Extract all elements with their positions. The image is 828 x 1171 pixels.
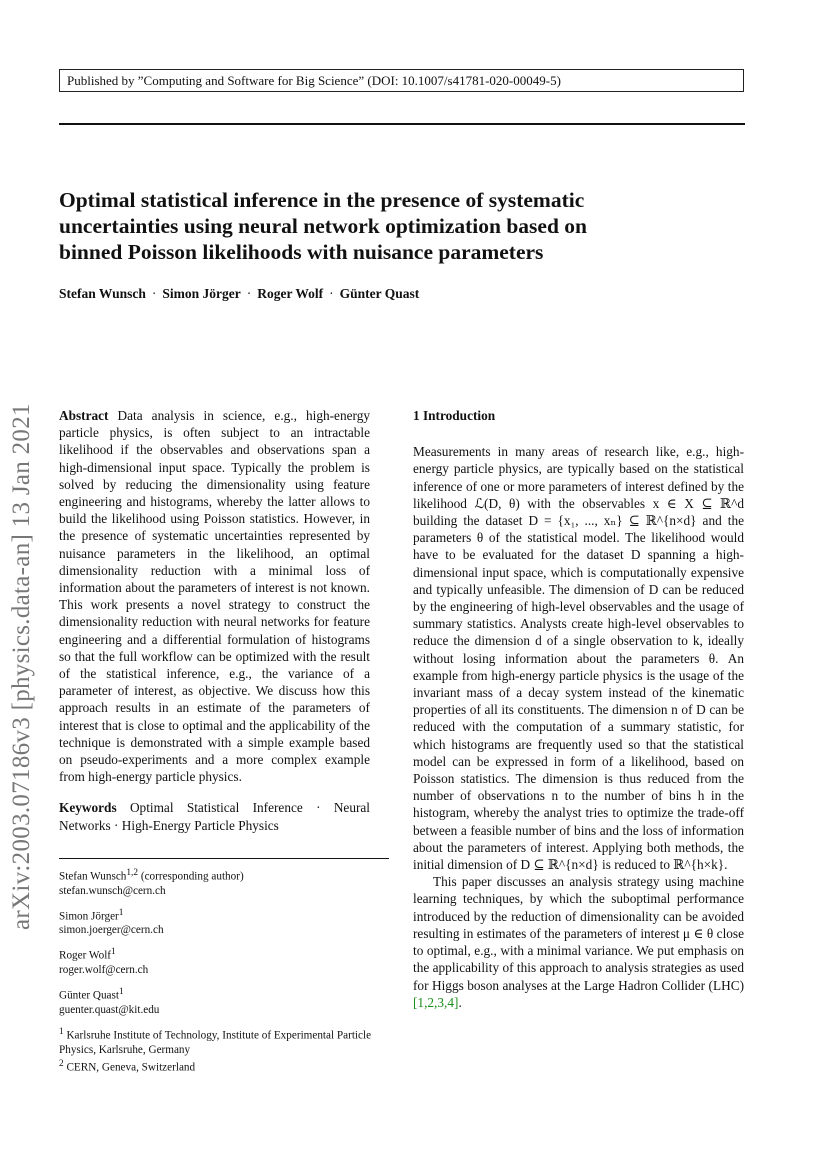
contact-note: (corresponding author)	[138, 870, 244, 883]
paragraph-end: .	[458, 994, 462, 1010]
contact-affiliation-mark: 1	[118, 907, 124, 918]
abstract-label: Abstract	[59, 408, 109, 423]
author-list	[59, 286, 419, 302]
keywords-text: Optimal Statistical Inference · Neural Networks · High-Energy Particle Physics	[59, 800, 370, 833]
author-contact	[59, 985, 389, 1017]
section-heading: 1 Introduction	[413, 408, 496, 423]
keywords-label: Keywords	[59, 800, 117, 816]
left-column	[59, 407, 370, 834]
abstract	[59, 407, 370, 785]
header-rule	[59, 123, 745, 125]
abstract-text: Data analysis in science, e.g., high-energy particle physics, is often subject to an intractable likelihood if the observables and observations span a high-dimensional input space. Typically the problem is solved by reducing the dimensionality using feature engineering and histograms, whereby the latter allows to build the likelihood using Poisson statistics. However, in the presence of systematic uncertainties represented by nuisance parameters in the likelihood, an optimal dimensionality reduction with a minimal loss of information about the parameters of interest is not known. This work presents a novel strategy to construct the dimensionality reduction with neural networks for feature engineering and a differential formulation of histograms so that the full workflow can be optimized with the result of the statistical inference, e.g., the variance of a parameter of interest, as objective. We discuss how this approach results in an estimate of the parameters of interest that is close to optimal and the applicability of the technique is demonstrated with a simple example based on pseudo-experiments and a more complex example from high-energy particle physics.	[59, 408, 370, 785]
affiliation-text: Karlsruhe Institute of Technology, Institute of Experimental Particle Physics, Karlsruhe, Germany	[59, 1029, 372, 1056]
affiliation	[59, 1057, 389, 1075]
author-separator: ·	[151, 286, 157, 301]
author-separator: ·	[246, 286, 252, 301]
affiliation	[59, 1025, 389, 1057]
author-contact	[59, 866, 389, 898]
paragraph-text: This paper discusses an analysis strategy using machine learning techniques, by which the suboptimal performance introduced by the reduction of dimensionality can be avoided resulting in estimates of the parameters of interest μ ∈ θ close to optimal, e.g., with a minimal variance. We put emphasis on the applicability of this approach to analysis strategies as used for Higgs boson analyses at the Large Hadron Collider (LHC)	[413, 874, 744, 993]
affiliation-text: CERN, Geneva, Switzerland	[66, 1061, 196, 1074]
contact-name: Roger Wolf	[59, 950, 112, 963]
affiliation-mark: 2	[59, 1058, 64, 1069]
author-separator: ·	[329, 286, 334, 301]
author-name: Simon Jörger	[162, 286, 241, 301]
affiliation-mark: 1	[59, 1026, 64, 1037]
contact-affiliation-mark: 1	[111, 947, 116, 958]
contact-name: Günter Quast	[59, 989, 119, 1002]
author-name: Roger Wolf	[257, 286, 324, 301]
contact-affiliation-mark: 1,2	[126, 868, 139, 878]
contact-email[interactable]: roger.wolf@cern.ch	[59, 964, 149, 977]
contact-email[interactable]: stefan.wunsch@cern.ch	[59, 884, 166, 897]
author-name: Günter Quast	[339, 286, 420, 301]
author-name: Stefan Wunsch	[59, 286, 146, 301]
contact-name: Stefan Wunsch	[59, 870, 127, 883]
title-line: Optimal statistical inference in the presence of systematic	[59, 188, 585, 212]
title-line: binned Poisson likelihoods with nuisance parameters	[59, 240, 544, 264]
contact-email[interactable]: simon.joerger@cern.ch	[59, 924, 164, 937]
contact-affiliation-mark: 1	[118, 987, 124, 998]
paper-title	[59, 187, 749, 265]
footnote-rule	[59, 858, 389, 859]
citation-link[interactable]: [1,2,3,4]	[413, 994, 459, 1010]
author-contact	[59, 945, 389, 977]
author-contact	[59, 906, 389, 938]
intro-paragraph-2	[413, 873, 744, 1011]
arxiv-identifier: arXiv:2003.07186v3 [physics.data-an] 13 Jan 2021	[8, 403, 35, 930]
contact-email[interactable]: guenter.quast@kit.edu	[59, 1003, 160, 1016]
keywords	[59, 799, 370, 833]
intro-paragraph-1: Measurements in many areas of research like, e.g., high-energy particle physics, are typically based on the statistical inference of one or more parameters of interest defined by the likelihood ℒ(D, θ) with the observables x ∈ X ⊆ ℝ^d building the dataset D = {x₁, ..., xₙ} ⊆ ℝ^{n×d} and the parameters θ of the statistical model. The likelihood would have to be evaluated for the dataset D spanning a high-dimensional input space, which is computationally expensive and typically unfeasible. The dimension of D can be reduced by the engineering of high-level observables and the usage of summary statistics. Analysts create high-level observables to reduce the dimension d of a single observation to k, ideally without losing information about the parameters θ. An example from high-energy particle physics is the usage of the invariant mass of a decay system instead of the kinematic properties of all its constituents. The dimension n of D can be reduced with the computation of a summary statistic, for which histograms are frequently used so that the statistical model can be expressed in form of a likelihood, based on Poisson statistics. The dimension is thus reduced from the number of observations n to the number of bins h in the histogram, whereby the analyst tries to optimize the trade-off between a feasible number of bins and the loss of information about the parameters of interest. Applying both methods, the initial dimension of D ⊆ ℝ^{n×d} is reduced to ℝ^{h×k}.	[413, 444, 744, 873]
right-column	[413, 407, 744, 1011]
author-footnotes	[59, 866, 389, 1074]
title-line: uncertainties using neural network optimization based on	[59, 214, 587, 238]
contact-name: Simon Jörger	[59, 910, 119, 923]
publication-note: Published by ”Computing and Software for Big Science” (DOI: 10.1007/s41781-020-00049-5)	[59, 69, 744, 92]
